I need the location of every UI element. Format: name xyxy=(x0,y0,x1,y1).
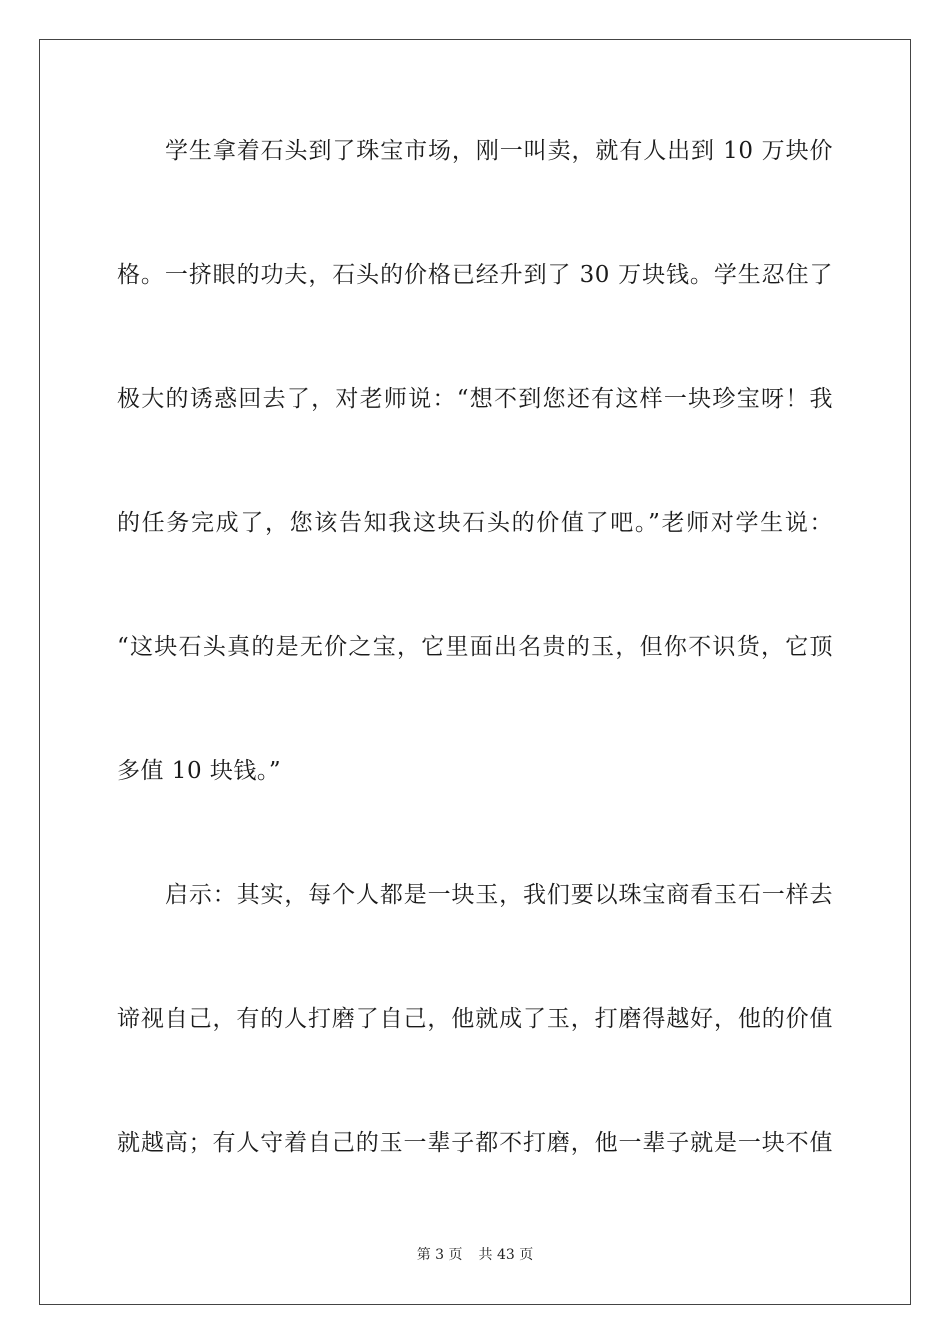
text-line-1: 学生拿着石头到了珠宝市场，刚一叫卖，就有人出到 10 万块价 xyxy=(165,138,833,164)
text-line-5: “这块石头真的是无价之宝，它里面出名贵的玉，但你不识货，它顶 xyxy=(117,634,833,660)
text-line-3: 极大的诱惑回去了，对老师说：“想不到您还有这样一块珍宝呀！我 xyxy=(117,386,833,412)
text-line-4: 的任务完成了，您该告知我这块石头的价值了吧。”老师对学生说： xyxy=(117,510,833,536)
page-total: 共 43 页 xyxy=(478,1247,534,1263)
page-footer xyxy=(0,1245,950,1265)
text-line-6: 多值 10 块钱。” xyxy=(117,758,282,784)
text-line-7: 启示：其实，每个人都是一块玉，我们要以珠宝商看玉石一样去 xyxy=(165,882,833,908)
text-line-8: 谛视自己，有的人打磨了自己，他就成了玉，打磨得越好，他的价值 xyxy=(117,1006,833,1032)
text-line-9: 就越高；有人守着自己的玉一辈子都不打磨，他一辈子就是一块不值 xyxy=(117,1130,833,1156)
page-number: 第 3 页 xyxy=(416,1247,463,1263)
text-line-2: 格。一挤眼的功夫，石头的价格已经升到了 30 万块钱。学生忍住了 xyxy=(117,262,833,288)
page-border xyxy=(39,39,911,1305)
